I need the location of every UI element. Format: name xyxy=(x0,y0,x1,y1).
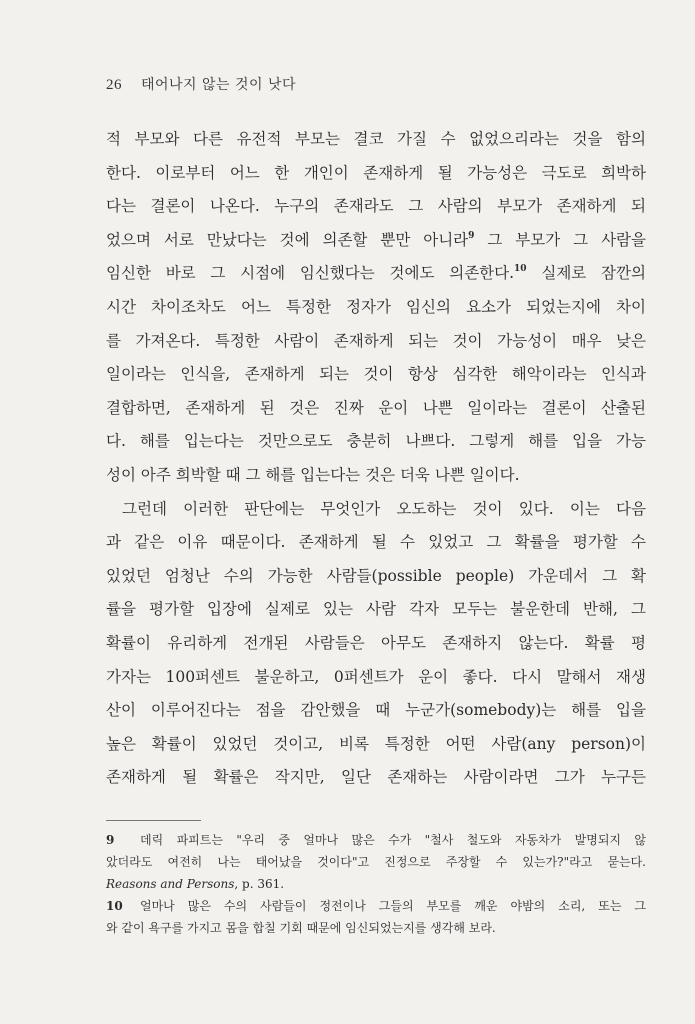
text-segment: 그 부모가 그 사람을 xyxy=(474,230,646,249)
text-segment: 었으며 서로 만났다는 것에 의존할 뿐만 아니라 xyxy=(106,230,469,249)
footnote-10-line: 와 같이 욕구를 가지고 몸을 합칠 기회 때문에 임신되었는지를 생각해 보라. xyxy=(106,921,496,935)
text-segment: 임신한 바로 그 시점에 임신했다는 것에도 의존한다. xyxy=(106,264,515,283)
text-line: 를 가져온다. 특정한 사람이 존재하게 되는 것이 가능성이 매우 낮은 xyxy=(106,331,646,350)
footnote-text: 데릭 파피트는 "우리 중 얼마나 많은 수가 "철사 철도와 자동차가 발명되지 않 xyxy=(140,833,646,847)
text-line: 다는 결론이 나온다. 누구의 존재라도 그 사람의 부모가 존재하게 되 xyxy=(106,197,646,216)
text-line-with-footnote-9 xyxy=(106,224,646,258)
text-line: 적 부모와 다른 유전적 부모는 결코 가질 수 없었으리라는 것을 함의 xyxy=(106,130,646,148)
text-line: 가자는 100퍼센트 불운하고, 0퍼센트가 운이 좋다. 다시 말해서 재생 xyxy=(106,667,646,686)
page-number: 26 xyxy=(106,77,122,93)
text-line-with-footnote-10 xyxy=(106,257,646,291)
text-line: 률을 평가할 입장에 실제로 있는 사람 각자 모두는 불운한데 반해, 그 xyxy=(106,600,646,619)
footnote-9-line xyxy=(106,829,646,851)
body-text xyxy=(106,123,646,795)
footnote-ref-10[interactable]: 10 xyxy=(514,264,527,275)
footnote-ref-9[interactable]: 9 xyxy=(468,230,475,241)
text-line: 결합하면, 존재하게 된 것은 진짜 운이 나쁜 일이라는 결론이 산출된 xyxy=(106,398,646,417)
text-line: 성이 아주 희박할 때 그 해를 입는다는 것은 더욱 나쁜 일이다. xyxy=(106,465,520,484)
footnote-10-line xyxy=(106,895,646,917)
footnote-number: 9 xyxy=(106,833,115,847)
text-line: 과 같은 이유 때문이다. 존재하게 될 수 있었고 그 확률을 평가할 수 xyxy=(106,533,646,552)
text-line: 높은 확률이 있었던 것이고, 비록 특정한 어떤 사람(any person)이 xyxy=(106,734,646,753)
text-line: 일이라는 인식을, 존재하게 되는 것이 항상 심각한 해악이라는 인식과 xyxy=(106,365,646,384)
text-line: 산이 이루어진다는 점을 감안했을 때 누군가(somebody)는 해를 입을 xyxy=(106,701,646,720)
footnote-9-citation xyxy=(106,873,646,895)
running-title: 태어나지 않는 것이 낫다 xyxy=(140,77,297,93)
text-line: 그런데 이러한 판단에는 무엇인가 오도하는 것이 있다. 이는 다음 xyxy=(122,499,646,518)
text-line: 확률이 유리하게 전개된 사람들은 아무도 존재하지 않는다. 확률 평 xyxy=(106,633,646,652)
footnote-number: 10 xyxy=(106,899,123,913)
citation-title: Reasons and Persons xyxy=(106,877,235,891)
text-line: 시간 차이조차도 어느 특정한 정자가 임신의 요소가 되었는지에 차이 xyxy=(106,297,646,316)
footnotes xyxy=(106,829,646,939)
citation-page: , p. 361. xyxy=(234,877,285,891)
footnote-text: 얼마나 많은 수의 사람들이 정전이나 그들의 부모를 깨운 야밤의 소리, 또는 그 xyxy=(140,899,646,913)
text-line: 한다. 이로부터 어느 한 개인이 존재하게 될 가능성은 극도로 희박하 xyxy=(106,163,646,182)
running-header xyxy=(106,74,296,94)
footnote-9-line: 았더라도 여전히 나는 태어났을 것이다"고 진정으로 주장할 수 있는가?"라고 묻는다. xyxy=(106,855,646,869)
text-segment: 실제로 잠깐의 xyxy=(526,264,646,283)
footnote-divider xyxy=(106,820,201,821)
text-line: 있었던 엄청난 수의 가능한 사람들(possible people) 가운데서 그 확 xyxy=(106,566,646,585)
text-line: 존재하게 될 확률은 작지만, 일단 존재하는 사람이라면 그가 누구든 xyxy=(106,768,646,787)
text-line: 다. 해를 입는다는 것만으로도 충분히 나쁘다. 그렇게 해를 입을 가능 xyxy=(106,432,646,451)
